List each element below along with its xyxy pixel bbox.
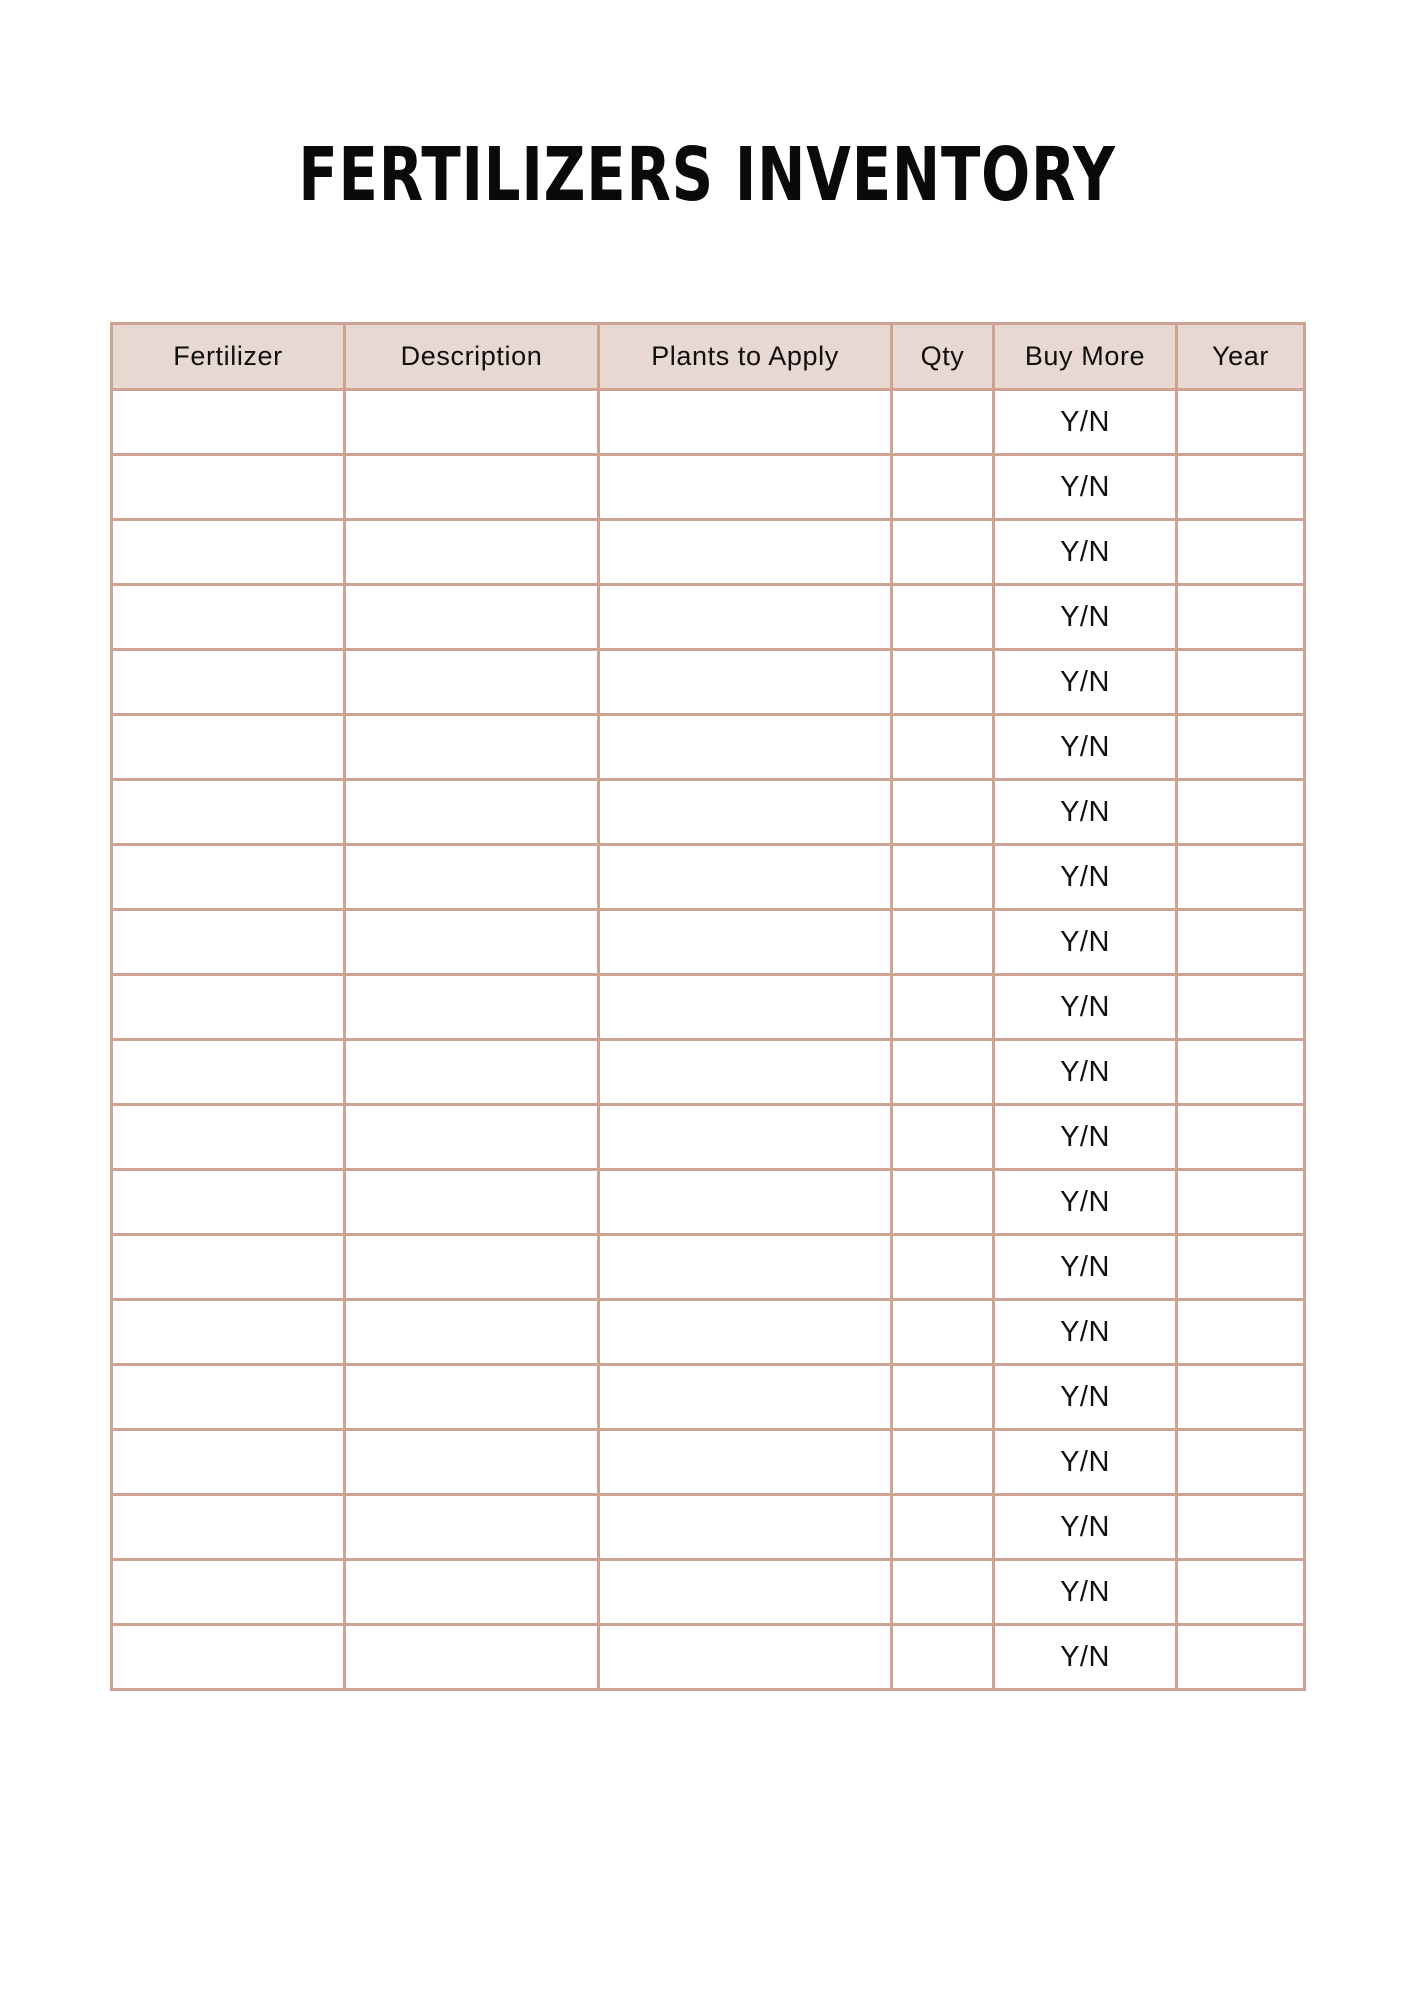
cell-qty[interactable] [892,1365,994,1430]
cell-qty[interactable] [892,1625,994,1690]
cell-description[interactable] [345,1625,599,1690]
cell-description[interactable] [345,1300,599,1365]
table-row[interactable] [112,780,1305,845]
cell-description[interactable] [345,585,599,650]
column-header-year: Year [1177,324,1305,390]
table-row[interactable] [112,1495,1305,1560]
table-row[interactable] [112,1365,1305,1430]
cell-year[interactable] [1177,1560,1305,1625]
cell-plants_to_apply[interactable] [599,1365,892,1430]
cell-year[interactable] [1177,650,1305,715]
cell-plants_to_apply[interactable] [599,975,892,1040]
cell-buy_more[interactable]: Y/N [994,780,1177,845]
cell-year[interactable] [1177,910,1305,975]
cell-plants_to_apply[interactable] [599,455,892,520]
cell-fertilizer[interactable] [112,520,345,585]
cell-plants_to_apply[interactable] [599,585,892,650]
table-row[interactable] [112,1235,1305,1300]
cell-qty[interactable] [892,1560,994,1625]
cell-plants_to_apply[interactable] [599,780,892,845]
table-row[interactable] [112,1040,1305,1105]
cell-description[interactable] [345,455,599,520]
cell-qty[interactable] [892,455,994,520]
cell-fertilizer[interactable] [112,1495,345,1560]
column-header-description: Description [345,324,599,390]
cell-qty[interactable] [892,1040,994,1105]
column-header-plants-to-apply: Plants to Apply [599,324,892,390]
cell-buy_more[interactable]: Y/N [994,1430,1177,1495]
cell-year[interactable] [1177,1105,1305,1170]
cell-plants_to_apply[interactable] [599,1560,892,1625]
cell-plants_to_apply[interactable] [599,1495,892,1560]
cell-fertilizer[interactable] [112,910,345,975]
cell-qty[interactable] [892,715,994,780]
cell-year[interactable] [1177,390,1305,455]
cell-fertilizer[interactable] [112,1430,345,1495]
cell-fertilizer[interactable] [112,845,345,910]
cell-year[interactable] [1177,715,1305,780]
cell-year[interactable] [1177,455,1305,520]
cell-year[interactable] [1177,520,1305,585]
table-header-row [112,324,1305,390]
cell-buy_more[interactable]: Y/N [994,1625,1177,1690]
cell-year[interactable] [1177,845,1305,910]
cell-plants_to_apply[interactable] [599,715,892,780]
cell-qty[interactable] [892,1495,994,1560]
table-row[interactable] [112,520,1305,585]
cell-description[interactable] [345,780,599,845]
cell-qty[interactable] [892,1430,994,1495]
cell-plants_to_apply[interactable] [599,845,892,910]
cell-description[interactable] [345,1430,599,1495]
cell-qty[interactable] [892,1300,994,1365]
table-row[interactable] [112,975,1305,1040]
cell-year[interactable] [1177,975,1305,1040]
cell-buy_more[interactable]: Y/N [994,1365,1177,1430]
cell-fertilizer[interactable] [112,1040,345,1105]
cell-description[interactable] [345,650,599,715]
column-header-fertilizer: Fertilizer [112,324,345,390]
table-row[interactable] [112,390,1305,455]
cell-qty[interactable] [892,910,994,975]
table-row[interactable] [112,585,1305,650]
cell-plants_to_apply[interactable] [599,650,892,715]
cell-description[interactable] [345,910,599,975]
cell-buy_more[interactable]: Y/N [994,1105,1177,1170]
cell-buy_more[interactable]: Y/N [994,1040,1177,1105]
cell-plants_to_apply[interactable] [599,1170,892,1235]
cell-fertilizer[interactable] [112,1560,345,1625]
table-row[interactable] [112,1625,1305,1690]
cell-description[interactable] [345,520,599,585]
cell-fertilizer[interactable] [112,715,345,780]
column-header-buy-more: Buy More [994,324,1177,390]
cell-fertilizer[interactable] [112,975,345,1040]
cell-fertilizer[interactable] [112,455,345,520]
cell-qty[interactable] [892,650,994,715]
cell-description[interactable] [345,1495,599,1560]
cell-year[interactable] [1177,1365,1305,1430]
cell-plants_to_apply[interactable] [599,1300,892,1365]
cell-plants_to_apply[interactable] [599,1040,892,1105]
cell-plants_to_apply[interactable] [599,520,892,585]
cell-year[interactable] [1177,1170,1305,1235]
cell-qty[interactable] [892,1235,994,1300]
cell-year[interactable] [1177,1430,1305,1495]
cell-buy_more[interactable]: Y/N [994,1560,1177,1625]
cell-description[interactable] [345,1105,599,1170]
cell-plants_to_apply[interactable] [599,1430,892,1495]
table-row[interactable] [112,1105,1305,1170]
table-row[interactable] [112,845,1305,910]
cell-buy_more[interactable]: Y/N [994,585,1177,650]
cell-fertilizer[interactable] [112,1625,345,1690]
cell-fertilizer[interactable] [112,1300,345,1365]
cell-qty[interactable] [892,390,994,455]
cell-year[interactable] [1177,585,1305,650]
cell-year[interactable] [1177,1495,1305,1560]
cell-plants_to_apply[interactable] [599,1625,892,1690]
table-body [112,390,1305,1690]
cell-qty[interactable] [892,585,994,650]
cell-fertilizer[interactable] [112,1365,345,1430]
cell-description[interactable] [345,390,599,455]
cell-buy_more[interactable]: Y/N [994,390,1177,455]
cell-description[interactable] [345,1235,599,1300]
cell-qty[interactable] [892,845,994,910]
cell-description[interactable] [345,715,599,780]
cell-year[interactable] [1177,1300,1305,1365]
cell-fertilizer[interactable] [112,780,345,845]
table-row[interactable] [112,1170,1305,1235]
page-title: FERTILIZERS INVENTORY [298,131,1116,218]
cell-buy_more[interactable]: Y/N [994,1495,1177,1560]
cell-description[interactable] [345,845,599,910]
table-row[interactable] [112,1560,1305,1625]
cell-buy_more[interactable]: Y/N [994,975,1177,1040]
cell-buy_more[interactable]: Y/N [994,845,1177,910]
table-row[interactable] [112,1430,1305,1495]
cell-plants_to_apply[interactable] [599,1105,892,1170]
cell-fertilizer[interactable] [112,650,345,715]
cell-buy_more[interactable]: Y/N [994,1170,1177,1235]
cell-buy_more[interactable]: Y/N [994,910,1177,975]
cell-year[interactable] [1177,1040,1305,1105]
cell-description[interactable] [345,1040,599,1105]
cell-plants_to_apply[interactable] [599,1235,892,1300]
cell-buy_more[interactable]: Y/N [994,715,1177,780]
cell-year[interactable] [1177,1625,1305,1690]
cell-description[interactable] [345,1170,599,1235]
table-row[interactable] [112,650,1305,715]
cell-buy_more[interactable]: Y/N [994,520,1177,585]
cell-year[interactable] [1177,780,1305,845]
table-row[interactable] [112,715,1305,780]
table-row[interactable] [112,910,1305,975]
table-row[interactable] [112,455,1305,520]
cell-buy_more[interactable]: Y/N [994,650,1177,715]
cell-qty[interactable] [892,975,994,1040]
cell-fertilizer[interactable] [112,1105,345,1170]
cell-qty[interactable] [892,1170,994,1235]
cell-fertilizer[interactable] [112,1235,345,1300]
cell-plants_to_apply[interactable] [599,390,892,455]
cell-year[interactable] [1177,1235,1305,1300]
cell-description[interactable] [345,1560,599,1625]
cell-description[interactable] [345,975,599,1040]
table-row[interactable] [112,1300,1305,1365]
table-header [112,324,1305,390]
cell-qty[interactable] [892,520,994,585]
cell-description[interactable] [345,1365,599,1430]
cell-fertilizer[interactable] [112,390,345,455]
fertilizers-inventory-table [110,322,1306,1691]
cell-fertilizer[interactable] [112,585,345,650]
cell-buy_more[interactable]: Y/N [994,455,1177,520]
cell-qty[interactable] [892,780,994,845]
column-header-qty: Qty [892,324,994,390]
cell-qty[interactable] [892,1105,994,1170]
cell-fertilizer[interactable] [112,1170,345,1235]
cell-plants_to_apply[interactable] [599,910,892,975]
cell-buy_more[interactable]: Y/N [994,1300,1177,1365]
cell-buy_more[interactable]: Y/N [994,1235,1177,1300]
